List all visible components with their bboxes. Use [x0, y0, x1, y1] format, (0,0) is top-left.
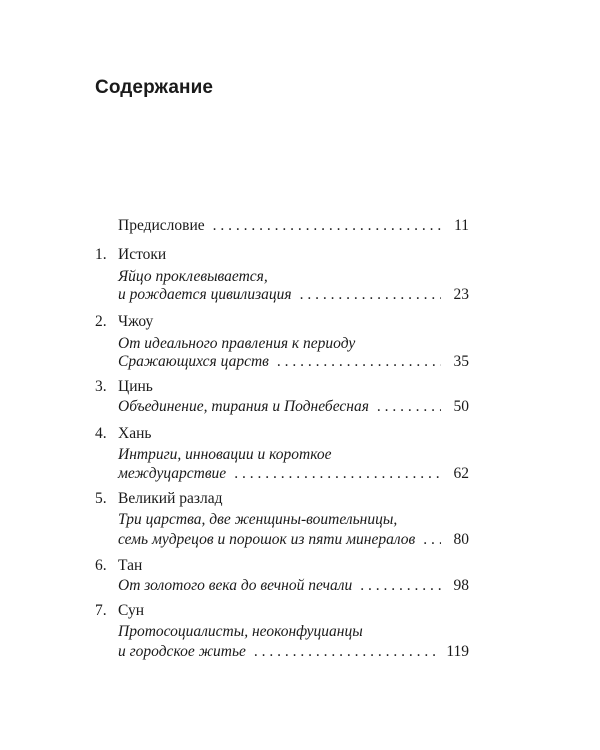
toc-entry-chapter-6[interactable] [118, 555, 469, 577]
dot-leader [377, 396, 441, 418]
chapter-number: 7. [95, 602, 107, 619]
dot-leader [277, 351, 441, 373]
toc-entry-chapter-5[interactable] [118, 488, 469, 510]
chapter-subtitle-last: семь мудрецов и порошок из пяти минералов . . . 80 [118, 529, 469, 551]
toc-page-number: 23 [453, 286, 469, 303]
toc-entry-chapter-4[interactable] [118, 423, 469, 445]
toc-entry-chapter-2[interactable] [118, 311, 469, 333]
chapter-subtitle-last: Объединение, тирания и Поднебесная . . . 50 [118, 396, 469, 418]
chapter-number: 1. [95, 246, 107, 263]
toc-entry-chapter-3[interactable] [118, 376, 469, 398]
chapter-subtitle: Яйцо проклевывается, [118, 268, 268, 285]
toc-entry-preface[interactable] [118, 215, 469, 237]
toc-page-number: 98 [453, 577, 469, 594]
dot-leader [234, 463, 441, 485]
chapter-subtitle: Протосоциалисты, неоконфуцианцы [118, 623, 363, 640]
dot-leader [423, 529, 441, 551]
chapter-title: Сун [118, 602, 144, 619]
toc-page-number: 35 [453, 353, 469, 370]
dot-leader [213, 215, 441, 237]
chapter-number: 4. [95, 425, 107, 442]
chapter-number: 6. [95, 557, 107, 574]
toc-page-number: 119 [446, 643, 469, 660]
chapter-title: Чжоу [118, 313, 154, 330]
chapter-title: Цинь [118, 378, 153, 395]
chapter-number: 5. [95, 490, 107, 507]
toc-entry-title: Предисловие [118, 217, 205, 234]
chapter-subtitle-last: От золотого века до вечной печали . . . 98 [118, 575, 469, 597]
chapter-subtitle-last: и городское житье . . . 119 [118, 641, 469, 663]
chapter-subtitle: Интриги, инновации и короткое [118, 446, 332, 463]
chapter-title: Истоки [118, 246, 167, 263]
dot-leader [300, 284, 441, 306]
chapter-title: Великий разлад [118, 490, 223, 507]
chapter-number: 3. [95, 378, 107, 395]
toc-entry-chapter-1[interactable] [118, 244, 469, 266]
chapter-title: Хань [118, 425, 152, 442]
toc-entry-chapter-7[interactable] [118, 600, 469, 622]
page-title: Содержание [95, 77, 214, 98]
toc-page-number: 62 [453, 465, 469, 482]
chapter-subtitle-last: Сражающихся царств . . . 35 [118, 351, 469, 373]
toc-page-number: 11 [454, 217, 469, 234]
dot-leader [360, 575, 441, 597]
dot-leader [254, 641, 440, 663]
chapter-number: 2. [95, 313, 107, 330]
chapter-subtitle-last: междуцарствие . . . 62 [118, 463, 469, 485]
toc-page-number: 50 [453, 398, 469, 415]
chapter-subtitle-last: и рождается цивилизация . . . 23 [118, 284, 469, 306]
toc-page-number: 80 [453, 531, 469, 548]
chapter-subtitle: От идеального правления к периоду [118, 335, 356, 352]
chapter-subtitle: Три царства, две женщины-воительницы, [118, 511, 398, 528]
chapter-title: Тан [118, 557, 143, 574]
